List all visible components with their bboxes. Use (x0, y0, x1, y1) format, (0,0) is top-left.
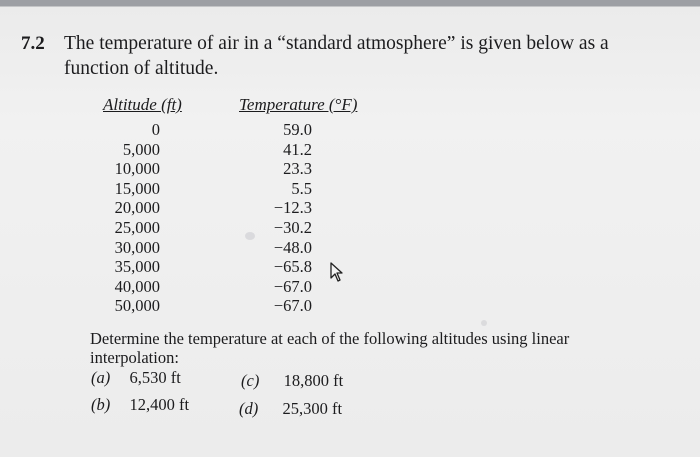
temperature-column-header: Temperature (°F) (239, 95, 358, 114)
problem-statement (64, 31, 609, 81)
page-smudge (481, 320, 487, 326)
part-value: 25,300 ft (282, 399, 343, 418)
instructions (90, 329, 569, 367)
part-label: (b) (91, 395, 111, 414)
temperature-cell: 23.3 (283, 159, 312, 179)
part-c (241, 371, 343, 391)
mouse-pointer-icon (329, 261, 345, 283)
part-value: 6,530 ft (129, 368, 181, 387)
temperature-cell: −12.3 (273, 198, 312, 218)
part-label: (c) (241, 371, 260, 390)
temperature-cell: 41.2 (283, 139, 312, 159)
part-a (91, 368, 181, 388)
temperature-cell: −67.0 (273, 296, 312, 316)
temperature-cell: −48.0 (273, 237, 312, 257)
statement-line-1: The temperature of air in a “standard atmosphere” is given below as a (64, 33, 609, 54)
altitude-cell: 20,000 (114, 198, 160, 218)
altitude-cell: 5,000 (122, 139, 160, 159)
altitude-cell: 0 (151, 120, 160, 139)
altitude-cell: 30,000 (114, 237, 160, 257)
statement-line-2: function of altitude. (64, 58, 219, 79)
temperature-column (250, 120, 312, 316)
part-b (91, 395, 189, 415)
part-value: 18,800 ft (283, 371, 344, 390)
altitude-cell: 15,000 (114, 178, 160, 198)
temperature-cell: 5.5 (291, 178, 312, 198)
altitude-cell: 35,000 (114, 257, 160, 277)
altitude-cell: 50,000 (114, 296, 160, 316)
altitude-column (100, 120, 160, 316)
instructions-line-1: Determine the temperature at each of the following altitudes using linear (90, 329, 570, 348)
part-label: (d) (239, 399, 259, 418)
instructions-line-2: interpolation: (90, 348, 179, 367)
page-smudge (245, 232, 255, 240)
temperature-cell: 59.0 (283, 120, 312, 139)
altitude-cell: 10,000 (114, 159, 160, 179)
temperature-cell: −30.2 (273, 217, 312, 237)
problem-number: 7.2 (21, 33, 45, 54)
part-label: (a) (91, 368, 111, 387)
altitude-cell: 25,000 (114, 217, 160, 237)
altitude-cell: 40,000 (114, 276, 160, 296)
temperature-cell: −67.0 (273, 276, 312, 296)
part-value: 12,400 ft (129, 395, 190, 414)
altitude-column-header: Altitude (ft) (103, 95, 182, 114)
part-d (239, 399, 342, 419)
temperature-cell: −65.8 (273, 257, 312, 277)
